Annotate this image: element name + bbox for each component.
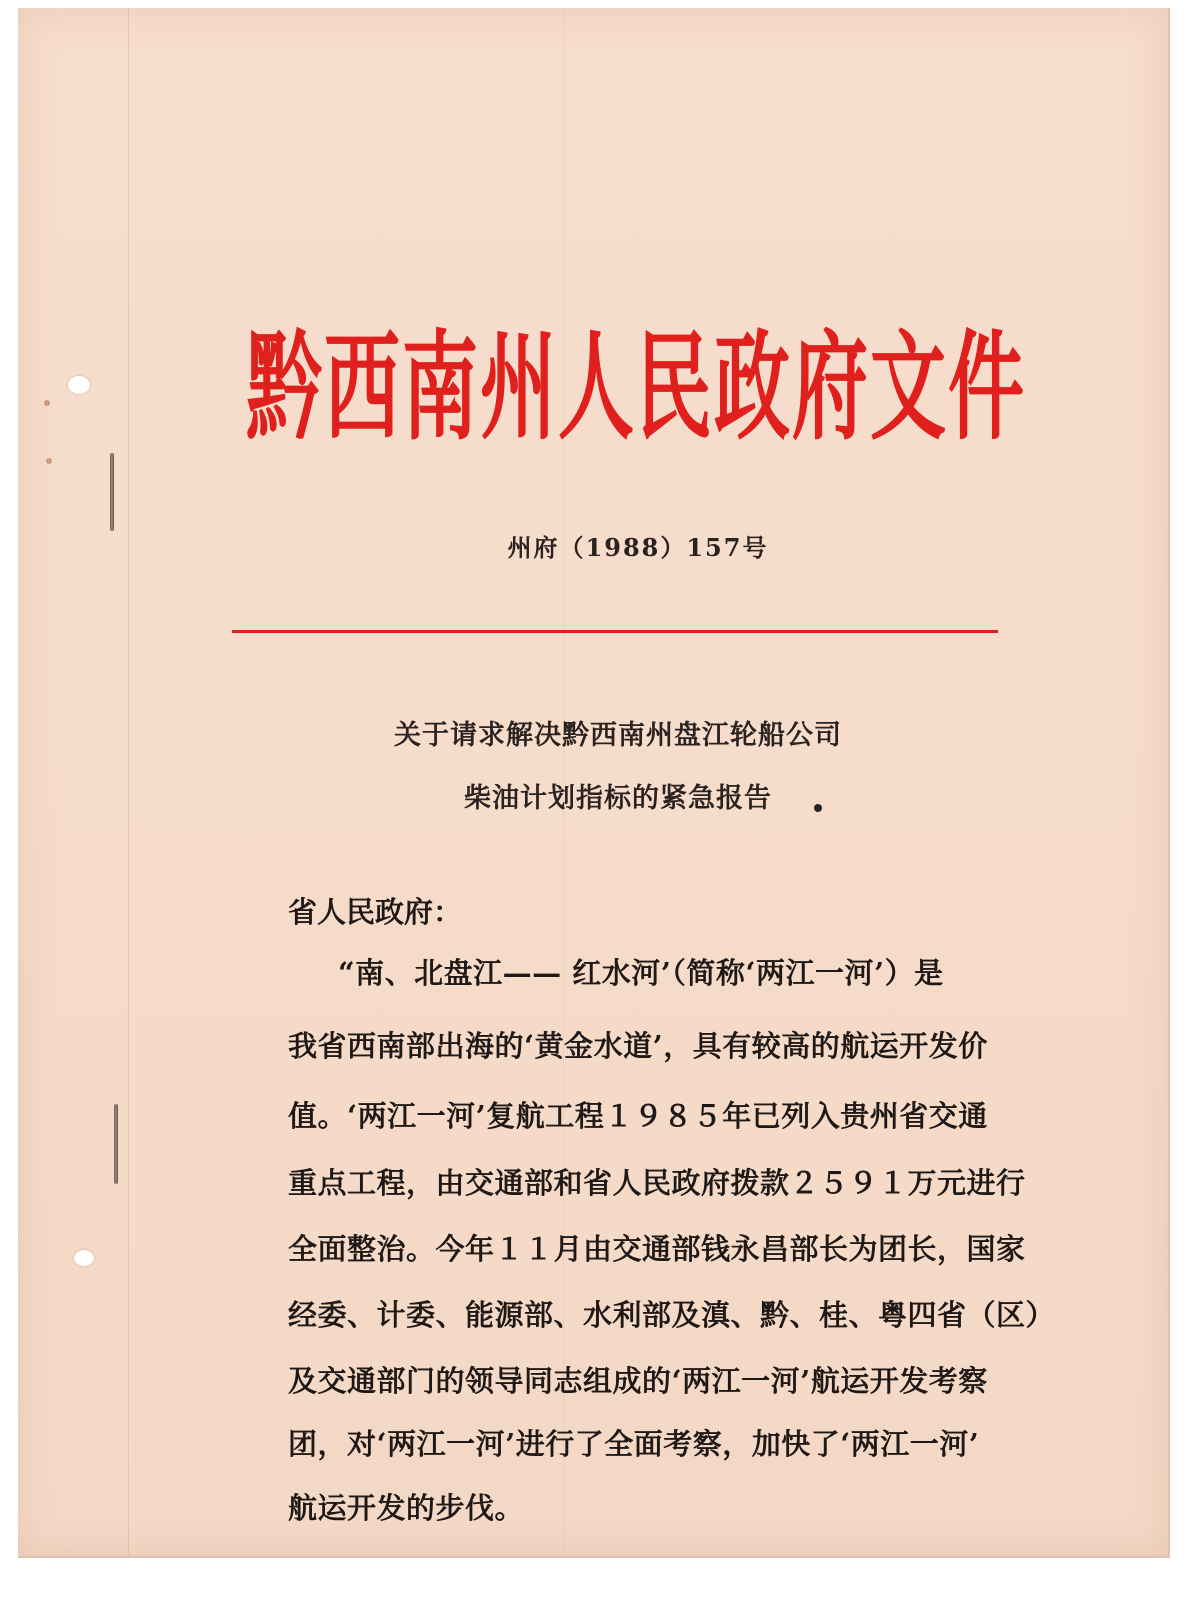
body-line: 我省西南部出海的‘黄金水道’，具有较高的航运开发价 — [288, 1029, 988, 1063]
rust-mark — [44, 400, 50, 406]
document-page — [18, 8, 1170, 1558]
body-line: 值。‘两江一河’复航工程１９８５年已列入贵州省交通 — [288, 1099, 988, 1133]
body-line: 团，对‘两江一河’进行了全面考察，加快了‘两江一河’ — [288, 1427, 980, 1461]
subject-line-1: 关于请求解决黔西南州盘江轮船公司 — [394, 720, 842, 751]
document-header-title: 黔西南州人民政府文件 — [246, 317, 1026, 456]
addressee: 省人民政府： — [288, 895, 463, 929]
body-line: “南、北盘江—— 红水河’（简称‘两江一河’）是 — [338, 956, 944, 990]
subject-line-2: 柴油计划指标的紧急报告 — [464, 783, 772, 814]
paper-fold-crease — [128, 8, 129, 1556]
punch-hole — [74, 1250, 94, 1266]
body-line: 及交通部门的领导同志组成的‘两江一河’航运开发考察 — [288, 1364, 988, 1398]
rust-mark — [46, 458, 52, 464]
body-line: 全面整治。今年１１月由交通部钱永昌部长为团长，国家 — [288, 1232, 1026, 1266]
body-line: 重点工程，由交通部和省人民政府拨款２５９１万元进行 — [288, 1166, 1026, 1200]
ink-spot — [814, 804, 822, 812]
red-divider-rule — [232, 630, 998, 633]
body-line: 航运开发的步伐。 — [288, 1491, 525, 1525]
document-number: 州府（1988）157号 — [507, 533, 769, 562]
body-line: 经委、计委、能源部、水利部及滇、黔、桂、粤四省（区） — [288, 1298, 1056, 1332]
staple — [114, 1104, 118, 1184]
staple — [110, 453, 114, 531]
punch-hole — [68, 376, 90, 394]
